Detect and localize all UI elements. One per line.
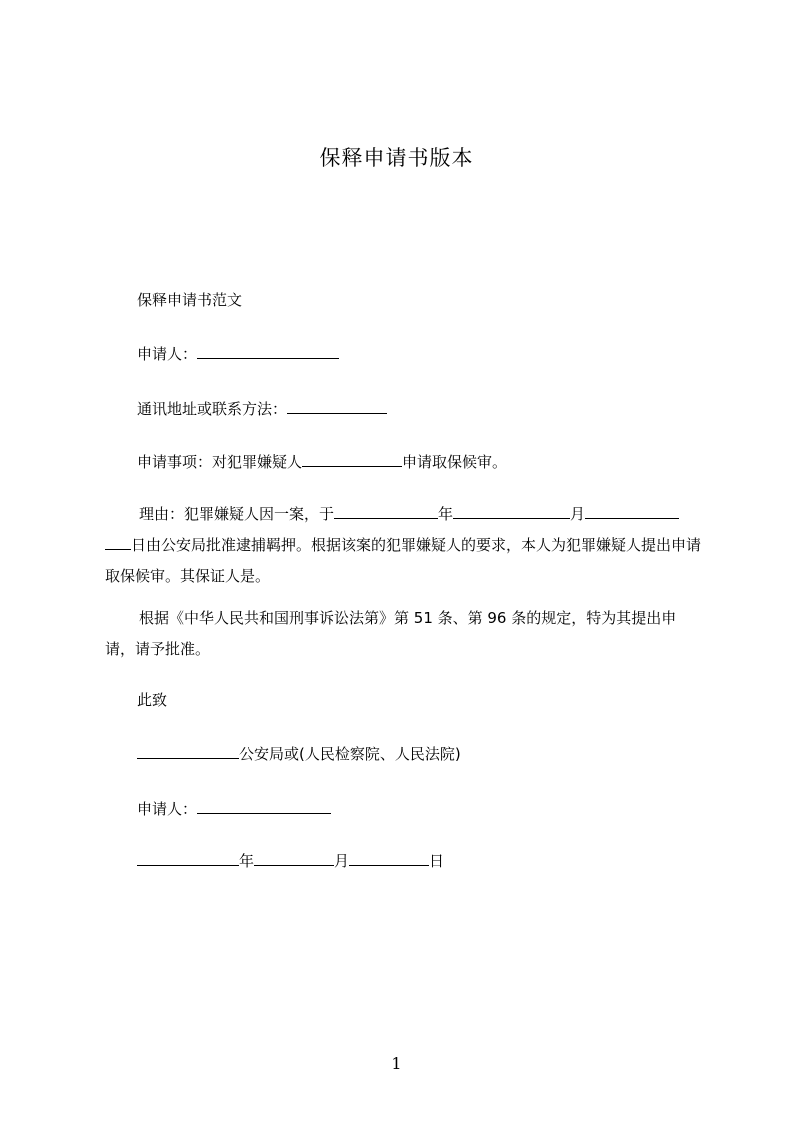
reason-year-label: 年 [438, 505, 454, 523]
date-year-label: 年 [239, 852, 255, 870]
date-day-label: 日 [429, 852, 445, 870]
reason-prefix: 理由：犯罪嫌疑人因一案，于 [139, 505, 335, 523]
applicant-line [137, 343, 339, 365]
contact-blank [287, 398, 387, 414]
basis-text: 根据《中华人民共和国刑事诉讼法第》第 51 条、第 96 条的规定，特为其提出申请，请予批准。 [105, 609, 677, 658]
recipient-blank [137, 743, 239, 759]
basis-paragraph [105, 603, 703, 665]
matter-line [137, 451, 507, 473]
matter-prefix: 申请事项：对犯罪嫌疑人 [137, 453, 303, 471]
reason-month-label: 月 [570, 505, 586, 523]
section-heading: 保释申请书范文 [137, 291, 243, 309]
signature-line [137, 798, 331, 820]
reason-day-blank-b [105, 534, 131, 550]
reason-rest: 日由公安局批准逮捕羁押。根据该案的犯罪嫌疑人的要求，本人为犯罪嫌疑人提出申请取保候审。其保证人是。 [105, 536, 702, 585]
date-day-blank [349, 850, 429, 866]
date-month-blank [254, 850, 334, 866]
recipient-suffix: 公安局或(人民检察院、人民法院) [239, 745, 461, 763]
regards-line: 此致 [137, 691, 168, 709]
contact-line [137, 398, 387, 420]
reason-month-blank [453, 503, 570, 519]
applicant-label: 申请人： [137, 345, 198, 363]
signature-label: 申请人： [137, 800, 198, 818]
date-line [137, 850, 444, 872]
reason-day-blank-a [585, 503, 679, 519]
page-number: 1 [391, 1054, 402, 1073]
recipient-line [137, 743, 461, 765]
date-month-label: 月 [334, 852, 350, 870]
date-year-blank [137, 850, 239, 866]
contact-label: 通讯地址或联系方法： [137, 400, 288, 418]
document-title: 保释申请书版本 [319, 146, 474, 170]
matter-suffix: 申请取保候审。 [402, 453, 508, 471]
signature-blank [197, 798, 331, 814]
applicant-blank [197, 343, 339, 359]
suspect-name-blank [302, 451, 402, 467]
reason-paragraph [105, 499, 703, 592]
reason-year-blank [334, 503, 438, 519]
